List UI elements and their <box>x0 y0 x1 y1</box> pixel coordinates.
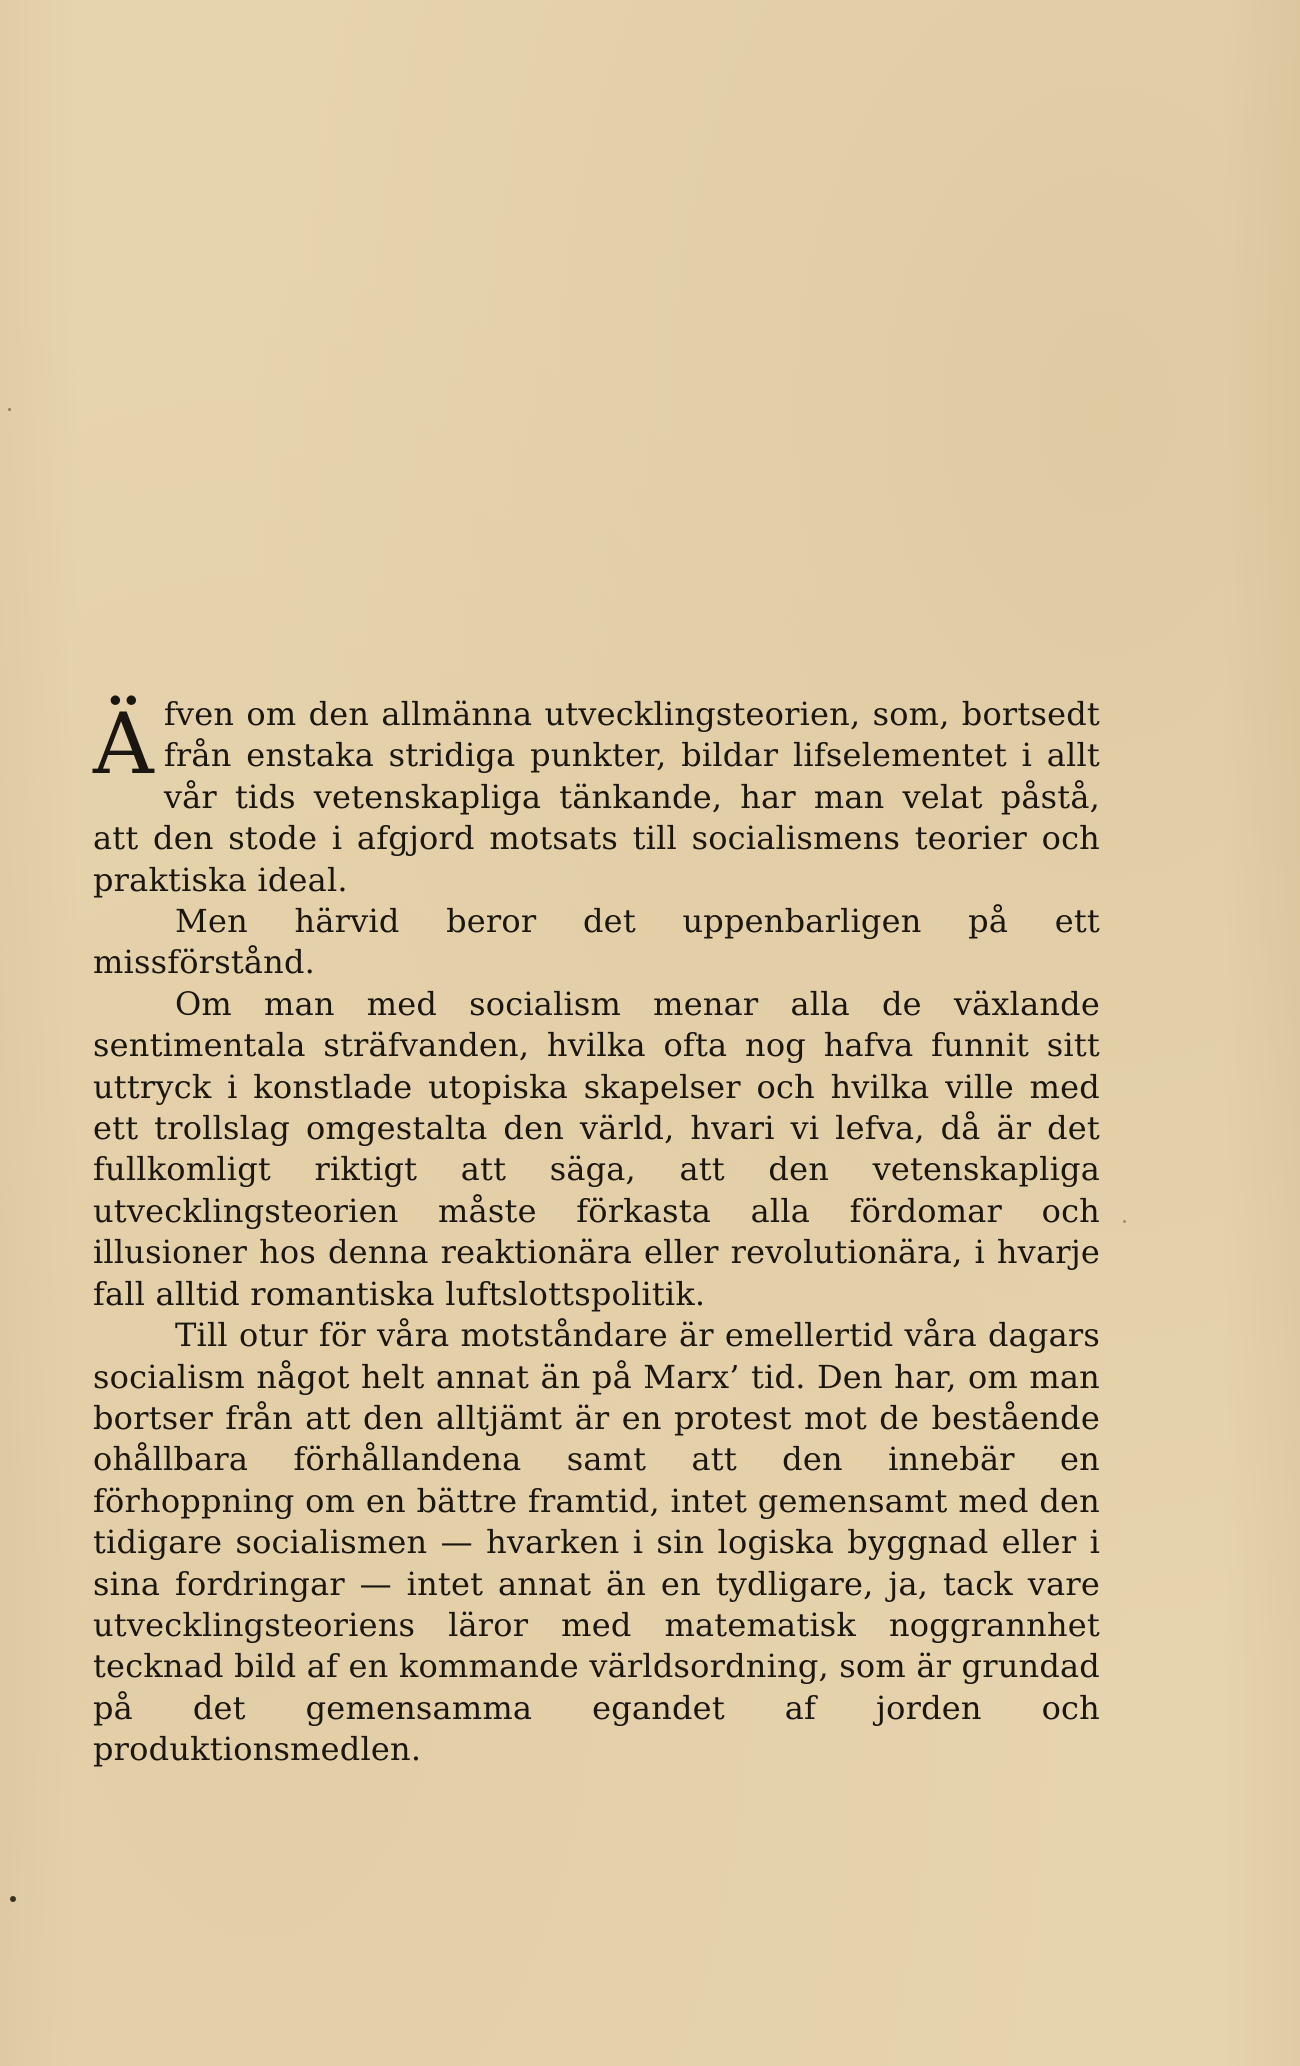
paper-speck <box>10 1896 16 1902</box>
body-text <box>93 694 1100 1771</box>
paragraph-3 <box>93 984 1100 1315</box>
paper-speck <box>8 408 11 411</box>
paragraph-1 <box>93 694 1100 901</box>
paragraph-text: Men härvid beror det uppenbarligen på ett missförstånd. <box>93 902 1100 982</box>
paragraph-4 <box>93 1315 1100 1770</box>
paper-speck <box>1123 1220 1126 1223</box>
drop-cap: Ä <box>93 695 154 793</box>
paragraph-text: fven om den allmänna utvecklingsteorien, som, bortsedt från enstaka stridiga punkter, bildar lifselementet i allt vår tids vetenskapliga tänkande, har man velat påstå, att den stode i afgjord motsats till socialismens teorier och praktiska ideal. <box>93 695 1100 899</box>
paragraph-text: Om man med socialism menar alla de växlande sentimentala sträfvanden, hvilka ofta nog hafva funnit sitt uttryck i konstlade utopiska skapelser och hvilka ville med ett trollslag omgestalta den värld, hvari vi lefva, då är det fullkomligt riktigt att säga, att den vetenskapliga utvecklingsteorien måste förkasta alla fördomar och illusioner hos denna reaktionära eller revolutionära, i hvarje fall alltid romantiska luftslottspolitik. <box>93 984 1100 1313</box>
paragraph-text: Till otur för våra motståndare är emellertid våra dagars socialism något helt annat än på Marx’ tid. Den har, om man bortser från att den alltjämt är en protest mot de bestående ohållbara förhållandena samt att den innebär en förhoppning om en bättre framtid, intet gemensamt med den tidigare socialismen — hvarken i sin logiska byggnad eller i sina fordringar — intet annat än en tydligare, ja, tack vare utvecklingsteoriens läror med matematisk noggrannhet tecknad bild af en kommande världsordning, som är grundad på det gemensamma egandet af jorden och produktionsmedlen. <box>93 1316 1100 1769</box>
paragraph-2 <box>93 901 1100 984</box>
